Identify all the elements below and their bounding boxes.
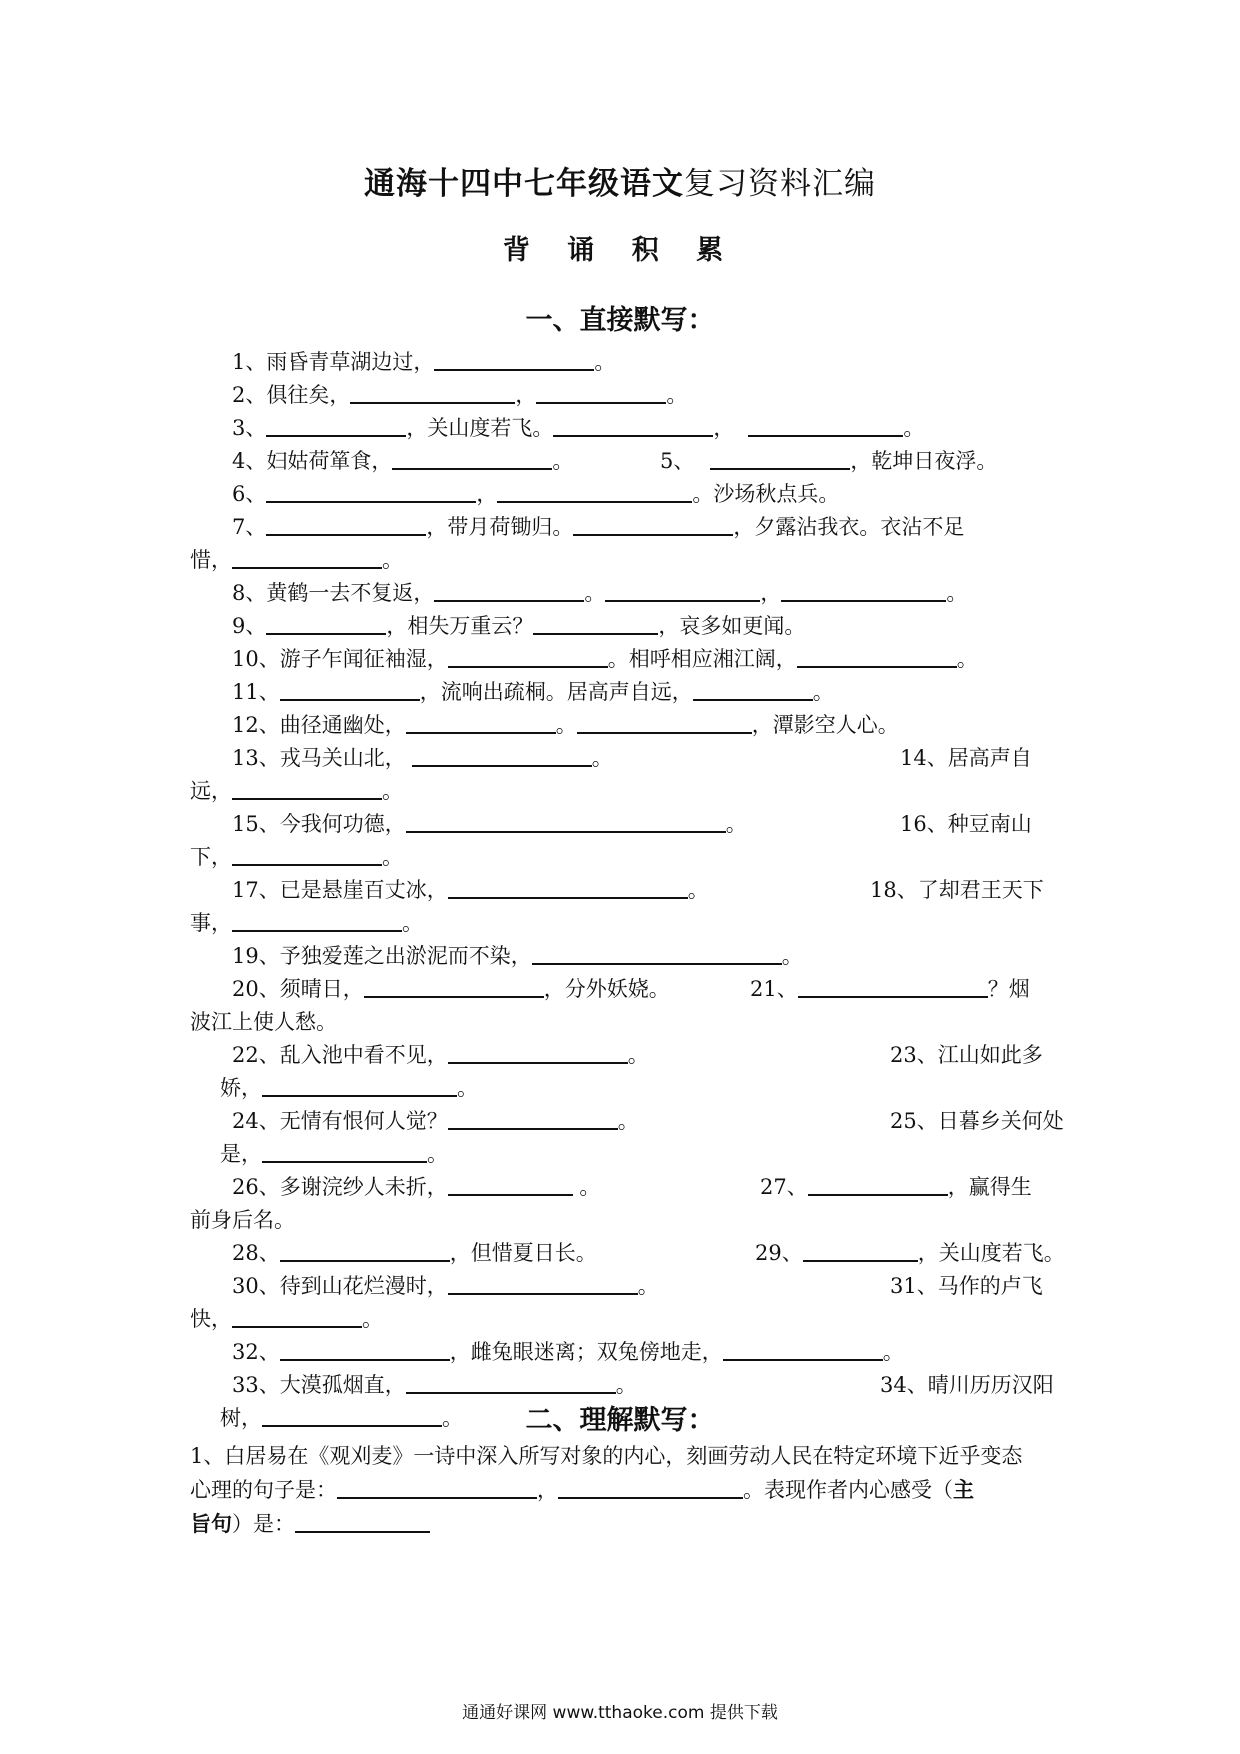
answer-blank[interactable] (392, 446, 552, 470)
answer-blank[interactable] (262, 1139, 427, 1163)
answer-blank[interactable] (798, 974, 988, 998)
answer-blank[interactable] (364, 974, 544, 998)
answer-blank[interactable] (406, 809, 726, 833)
list-item-continued: 树， 。 (190, 1402, 1060, 1435)
list-item: 33、大漠孤烟直， 。 34、晴川历历汉阳 (190, 1369, 1060, 1402)
answer-blank[interactable] (448, 1106, 618, 1130)
answer-blank[interactable] (337, 1475, 537, 1499)
list-item-continued: 远， 。 (190, 775, 1060, 808)
answer-blank[interactable] (448, 875, 688, 899)
answer-blank[interactable] (532, 941, 782, 965)
list-item: 30、待到山花烂漫时， 。 31、马作的卢飞 (190, 1270, 1060, 1303)
list-item: 19、予独爱莲之出淤泥而不染， 。 (190, 940, 1060, 973)
list-item: 1、雨昏青草湖边过， 。 (190, 346, 1060, 379)
list-item-continued: 前身后名。 (190, 1208, 295, 1232)
answer-blank[interactable] (406, 710, 556, 734)
answer-blank[interactable] (232, 545, 382, 569)
question-1: 1、白居易在《观刈麦》一诗中深入所写对象的内心，刻画劳动人民在特定环境下近乎变态 心理的句子是： ， 。表现作者内心感受（主 旨句）是： (190, 1444, 1023, 1536)
list-item: 22、乱入池中看不见， 。 23、江山如此多 (190, 1039, 1060, 1072)
answer-blank[interactable] (448, 644, 608, 668)
answer-blank[interactable] (406, 1370, 616, 1394)
list-item: 4、妇姑荷箪食， 。 5、 ，乾坤日夜浮。 (190, 445, 1060, 478)
list-item: 3、 ，关山度若飞。 ， 。 (190, 412, 1060, 445)
answer-blank[interactable] (232, 1304, 362, 1328)
answer-blank[interactable] (434, 578, 584, 602)
title-rest: 复习资料汇编 (684, 166, 876, 202)
answer-blank[interactable] (280, 1337, 450, 1361)
answer-blank[interactable] (553, 413, 713, 437)
answer-blank[interactable] (266, 611, 386, 635)
answer-blank[interactable] (266, 479, 476, 503)
answer-blank[interactable] (573, 512, 733, 536)
answer-blank[interactable] (434, 347, 594, 371)
list-item: 20、须晴日， ，分外妖娆。 21、 ？烟 (190, 973, 1060, 1006)
answer-blank[interactable] (280, 1238, 450, 1262)
list-item: 24、无情有恨何人觉？ 。 25、日暮乡关何处 (190, 1105, 1060, 1138)
list-item-continued: 事， 。 (190, 907, 1060, 940)
answer-blank[interactable] (748, 413, 903, 437)
list-item: 32、 ，雌兔眼迷离；双兔傍地走， 。 (190, 1336, 1060, 1369)
list-item: 7、 ，带月荷锄归。 ，夕露沾我衣。衣沾不足 (190, 511, 1060, 544)
list-item: 26、多谢浣纱人未折， 。 27、 ，赢得生 (190, 1171, 1060, 1204)
answer-blank[interactable] (280, 677, 420, 701)
answer-blank[interactable] (412, 743, 592, 767)
fill-in-list (190, 346, 1065, 1435)
list-item: 15、今我何功德， 。 16、种豆南山 (190, 808, 1060, 841)
list-item: 13、戎马关山北， 。 14、居高声自 (190, 742, 1060, 775)
answer-blank[interactable] (448, 1172, 573, 1196)
answer-blank[interactable] (533, 611, 658, 635)
list-item: 2、俱往矣， ， 。 (190, 379, 1060, 412)
answer-blank[interactable] (266, 512, 426, 536)
page-title (0, 158, 1240, 203)
answer-blank[interactable] (232, 842, 382, 866)
footer: 通通好课网 www.tthaoke.com 提供下载 (462, 1703, 778, 1723)
subtitle: 背 诵 积 累 (502, 235, 738, 266)
list-item-continued: 娇， 。 (190, 1072, 1060, 1105)
list-item: 9、 ，相失万重云？ ，哀多如更闻。 (190, 610, 1060, 643)
answer-blank[interactable] (797, 644, 957, 668)
answer-blank[interactable] (710, 446, 850, 470)
answer-blank[interactable] (497, 479, 692, 503)
answer-blank[interactable] (558, 1475, 743, 1499)
list-item-continued: 下， 。 (190, 841, 1060, 874)
answer-blank[interactable] (266, 413, 406, 437)
list-item-continued: 惜， 。 (190, 544, 1060, 577)
answer-blank[interactable] (577, 710, 752, 734)
answer-blank[interactable] (605, 578, 760, 602)
answer-blank[interactable] (781, 578, 946, 602)
section-heading-2: 二、理解默写： (525, 1405, 715, 1436)
title-main: 通海十四中七年级语文 (364, 166, 684, 202)
answer-blank[interactable] (536, 380, 666, 404)
list-item-continued: 是， 。 (190, 1138, 1060, 1171)
section-heading-1: 一、直接默写： (525, 305, 715, 336)
answer-blank[interactable] (448, 1040, 628, 1064)
answer-blank[interactable] (723, 1337, 883, 1361)
answer-blank[interactable] (232, 908, 402, 932)
answer-blank[interactable] (295, 1509, 430, 1533)
list-item: 11、 ，流响出疏桐。居高声自远， 。 (190, 676, 1060, 709)
list-item: 12、曲径通幽处， 。 ，潭影空人心。 (190, 709, 1060, 742)
answer-blank[interactable] (232, 776, 382, 800)
list-item-continued: 快， 。 (190, 1303, 1060, 1336)
answer-blank[interactable] (262, 1073, 457, 1097)
list-item: 28、 ，但惜夏日长。 29、 ，关山度若飞。 (190, 1237, 1060, 1270)
list-item: 17、已是悬崖百丈冰， 。 18、了却君王天下 (190, 874, 1060, 907)
answer-blank[interactable] (350, 380, 515, 404)
answer-blank[interactable] (808, 1172, 948, 1196)
answer-blank[interactable] (448, 1271, 638, 1295)
answer-blank[interactable] (693, 677, 813, 701)
list-item: 8、黄鹤一去不复返， 。 ， 。 (190, 577, 1060, 610)
answer-blank[interactable] (803, 1238, 918, 1262)
list-item-continued: 波江上使人愁。 (190, 1010, 337, 1034)
list-item: 6、 ， 。沙场秋点兵。 (190, 478, 1060, 511)
list-item: 10、游子乍闻征袖湿， 。相呼相应湘江阔， 。 (190, 643, 1060, 676)
